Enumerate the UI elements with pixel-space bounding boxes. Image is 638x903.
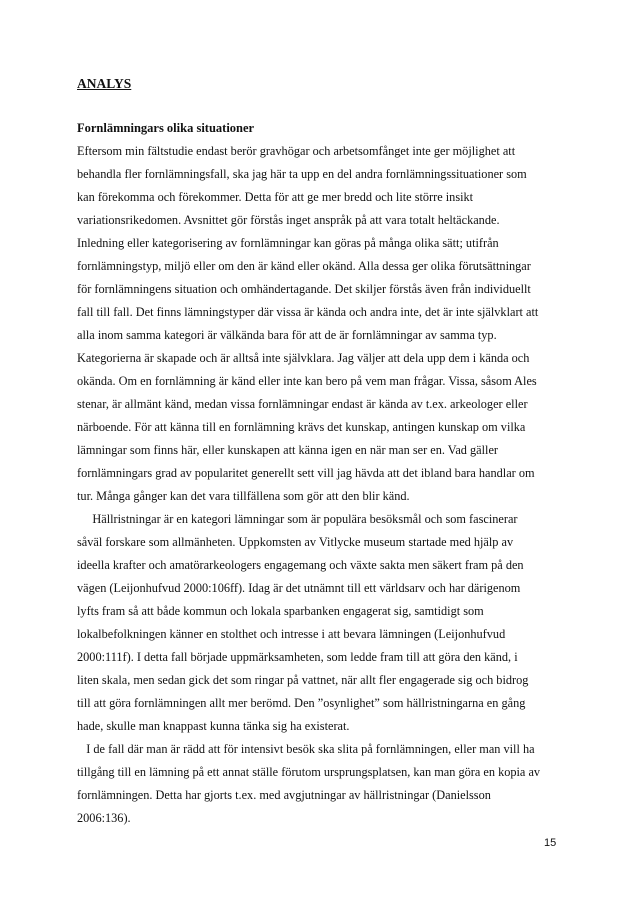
- text-line: Inledning eller kategorisering av fornlämningar kan göras på många olika sätt; utifrån: [77, 236, 499, 250]
- text-line: till att göra fornlämningen allt mer berömd. Den ”osynlighet” som hällristningarna en gång: [77, 696, 526, 710]
- text-line: såväl forskare som allmänheten. Uppkomsten av Vitlycke museum startade med hjälp av: [77, 535, 514, 549]
- text-line: vägen (Leijonhufvud 2000:106ff). Idag är det utnämnt till ett världsarv och har därigenom: [77, 581, 521, 595]
- text-line: ideella krafter och amatörarkeologers engagemang och växte sakta men säkert fram på den: [77, 558, 524, 572]
- section-heading: ANALYS: [77, 76, 132, 91]
- text-line: Hällristningar är en kategori lämningar som är populära besöksmål och som fascinerar: [77, 512, 518, 526]
- text-line: variationsrikedomen. Avsnittet gör förstås inget anspråk på att vara totalt heltäckande.: [77, 213, 500, 227]
- text-line: tillgång till en lämning på ett annat ställe förutom ursprungsplatsen, kan man göra en kopia av: [77, 765, 541, 779]
- text-line: Kategorierna är skapade och är alltså inte självklara. Jag väljer att dela upp dem i kända och: [77, 351, 530, 365]
- text-line: I de fall där man är rädd att för intensivt besök ska slita på fornlämningen, eller man vill ha: [77, 742, 535, 756]
- text-line: 2000:111f). I detta fall började uppmärksamheten, som ledde fram till att göra den känd, i: [77, 650, 518, 664]
- text-line: Eftersom min fältstudie endast berör gravhögar och arbetsomfånget inte ger möjlighet att: [77, 144, 516, 158]
- text-line: alla inom samma kategori är välkända bara för att de är fornlämningar av samma typ.: [77, 328, 497, 342]
- text-line: fornlämningars grad av popularitet generellt sett vill jag hävda att det ibland bara handlar om: [77, 466, 535, 480]
- text-line: lämningar som finns här, eller kunskapen att känna igen en när man ser en. Vad gäller: [77, 443, 498, 457]
- text-line: tur. Många gånger kan det vara tillfällena som gör att den blir känd.: [77, 489, 410, 503]
- text-line: behandla fler fornlämningsfall, ska jag här ta upp en del andra fornlämningssituationer som: [77, 167, 527, 181]
- text-line: för fornlämningens situation och omhändertagande. Det skiljer förstås även från individuellt: [77, 282, 531, 296]
- text-line: fall till fall. Det finns lämningstyper där vissa är kända och andra inte, det är inte självklart att: [77, 305, 539, 319]
- text-line: kan förekomma och förekommer. Detta för att ge mer bredd och lite större insikt: [77, 190, 474, 204]
- text-line: lokalbefolkningen känner en stolthet och intresse i att bevara lämningen (Leijonhufvud: [77, 627, 506, 641]
- text-line: lyfts fram så att både kommun och lokala sparbanken engagerat sig, samtidigt som: [77, 604, 484, 618]
- text-line: 2006:136).: [77, 811, 131, 825]
- text-line: fornlämningstyp, miljö eller om den är känd eller okänd. Alla dessa ger olika förutsättningar: [77, 259, 531, 273]
- text-line: hade, skulle man knappast kunna tänka sig ha existerat.: [77, 719, 350, 733]
- text-line: liten skala, men sedan gick det som ringar på vattnet, när allt fler engagerade sig och bidrog: [77, 673, 529, 687]
- text-line: närboende. För att känna till en fornlämning krävs det kunskap, antingen kunskap om vilka: [77, 420, 526, 434]
- text-line: okända. Om en fornlämning är känd eller inte kan bero på vem man frågar. Vissa, såsom Ales: [77, 374, 537, 388]
- page-number: 15: [544, 837, 557, 849]
- text-line: stenar, är allmänt känd, medan vissa fornlämningar endast är kända av t.ex. arkeologer eller: [77, 397, 528, 411]
- text-line: fornlämningen. Detta har gjorts t.ex. med avgjutningar av hällristningar (Danielsson: [77, 788, 491, 802]
- subsection-heading: Fornlämningars olika situationer: [77, 121, 255, 135]
